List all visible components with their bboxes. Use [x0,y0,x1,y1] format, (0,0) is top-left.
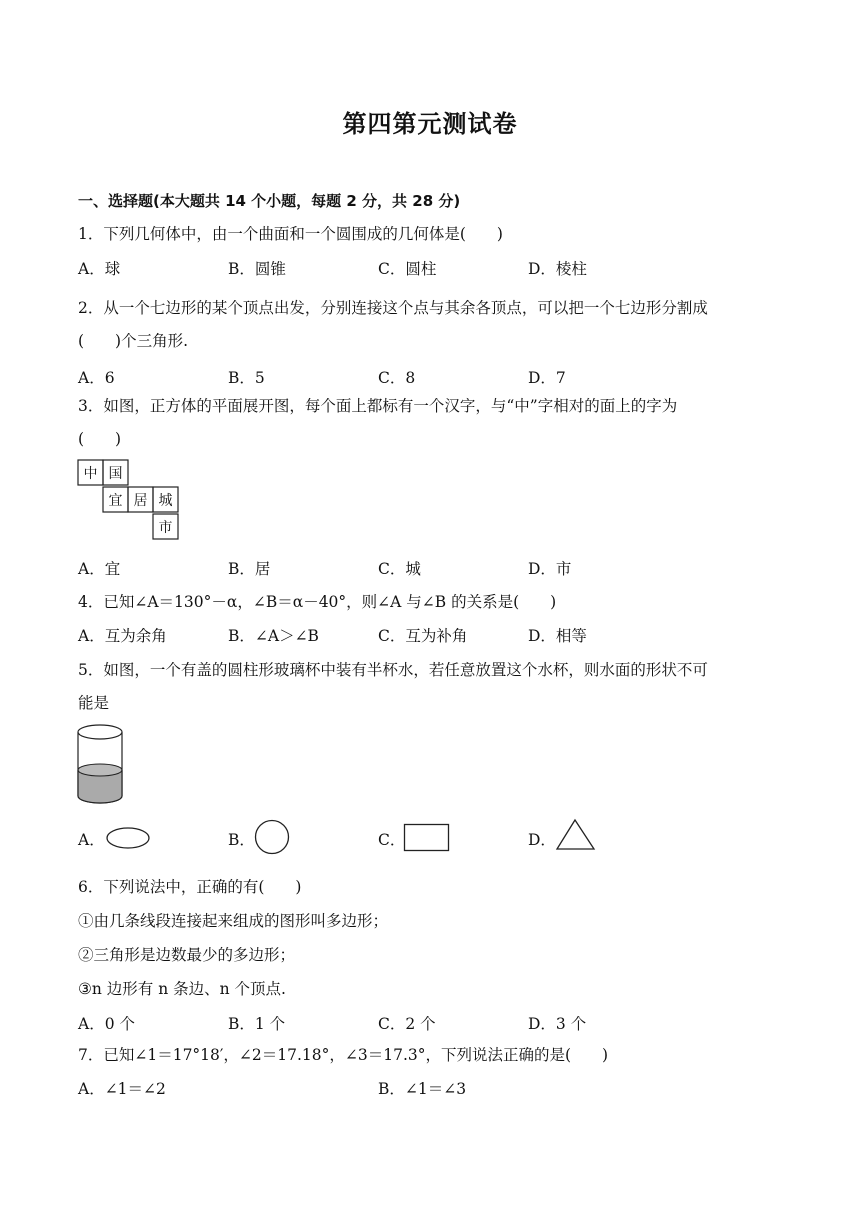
q5-option-c[interactable]: C． [378,831,406,849]
q6-statement-1: ①由几条线段连接起来组成的图形叫多边形； [78,912,389,930]
q2-option-b[interactable]: B．5 [228,369,265,387]
q2-option-a[interactable]: A．6 [78,369,115,387]
q4-option-b[interactable]: B．∠A＞∠B [228,627,319,645]
q3-option-d[interactable]: D．市 [528,560,572,578]
q4-option-a[interactable]: A．互为余角 [78,627,167,645]
q7-option-b[interactable]: B．∠1＝∠3 [378,1080,467,1098]
q1-option-b[interactable]: B．圆锥 [228,260,286,278]
q7-option-a[interactable]: A．∠1＝∠2 [78,1080,166,1098]
question-3-stem-cont: ( ) [78,430,122,448]
q5-option-b[interactable]: B． [228,831,255,849]
net-label-cheng: 城 [158,493,173,509]
glass-cup-figure [76,720,126,806]
q3-option-b[interactable]: B．居 [228,560,271,578]
cup-lid [78,725,122,739]
section-heading: 一、选择题(本大题共 14 个小题，每题 2 分，共 28 分) [78,192,461,210]
page-title: 第四第元测试卷 [342,109,518,138]
q6-statement-3: ③n 边形有 n 条边、n 个顶点. [78,980,286,998]
q3-option-c[interactable]: C．城 [378,560,421,578]
q4-option-d[interactable]: D．相等 [528,627,587,645]
q1-option-d[interactable]: D．棱柱 [528,260,587,278]
q1-option-a[interactable]: A．球 [78,260,121,278]
circle-icon[interactable] [253,818,291,856]
question-6-stem: 6．下列说法中，正确的有( ) [78,878,302,896]
cube-net-figure [77,459,181,541]
q2-option-d[interactable]: D．7 [528,369,566,387]
question-7-stem: 7．已知∠1＝17°18′，∠2＝17.18°，∠3＝17.3°，下列说法正确的是( ) [78,1046,609,1064]
q6-option-c[interactable]: C．2 个 [378,1015,436,1033]
q5-option-d[interactable]: D． [528,831,556,849]
q4-option-c[interactable]: C．互为补角 [378,627,468,645]
rectangle-icon[interactable] [403,823,451,853]
q6-option-d[interactable]: D．3 个 [528,1015,587,1033]
net-label-zhong: 中 [83,466,98,482]
question-5-stem-cont: 能是 [78,694,110,712]
net-label-guo: 国 [108,466,123,482]
q3-option-a[interactable]: A．宜 [78,560,121,578]
q1-option-c[interactable]: C．圆柱 [378,260,437,278]
question-2-stem: 2．从一个七边形的某个顶点出发，分别连接这个点与其余各顶点，可以把一个七边形分割成 [78,299,708,317]
q5-option-a[interactable]: A． [78,831,105,849]
question-3-stem: 3．如图，正方体的平面展开图，每个面上都标有一个汉字，与“中”字相对的面上的字为 [78,397,678,415]
ellipse-icon[interactable] [105,826,151,850]
question-5-stem: 5．如图，一个有盖的圆柱形玻璃杯中装有半杯水，若任意放置这个水杯，则水面的形状不可 [78,661,708,679]
net-label-shi: 市 [158,520,173,536]
question-4-stem: 4．已知∠A＝130°－α，∠B＝α－40°，则∠A 与∠B 的关系是( ) [78,593,557,611]
triangle-icon[interactable] [555,818,597,852]
water-surface [78,764,122,776]
q2-option-c[interactable]: C．8 [378,369,416,387]
net-label-ju: 居 [133,493,148,509]
q6-option-b[interactable]: B．1 个 [228,1015,286,1033]
q6-statement-2: ②三角形是边数最少的多边形； [78,946,296,964]
question-1-stem: 1．下列几何体中，由一个曲面和一个圆围成的几何体是( ) [78,225,503,243]
question-2-stem-cont: ( )个三角形. [78,332,189,350]
q6-option-a[interactable]: A．0 个 [78,1015,135,1033]
net-label-yi: 宜 [108,493,123,509]
